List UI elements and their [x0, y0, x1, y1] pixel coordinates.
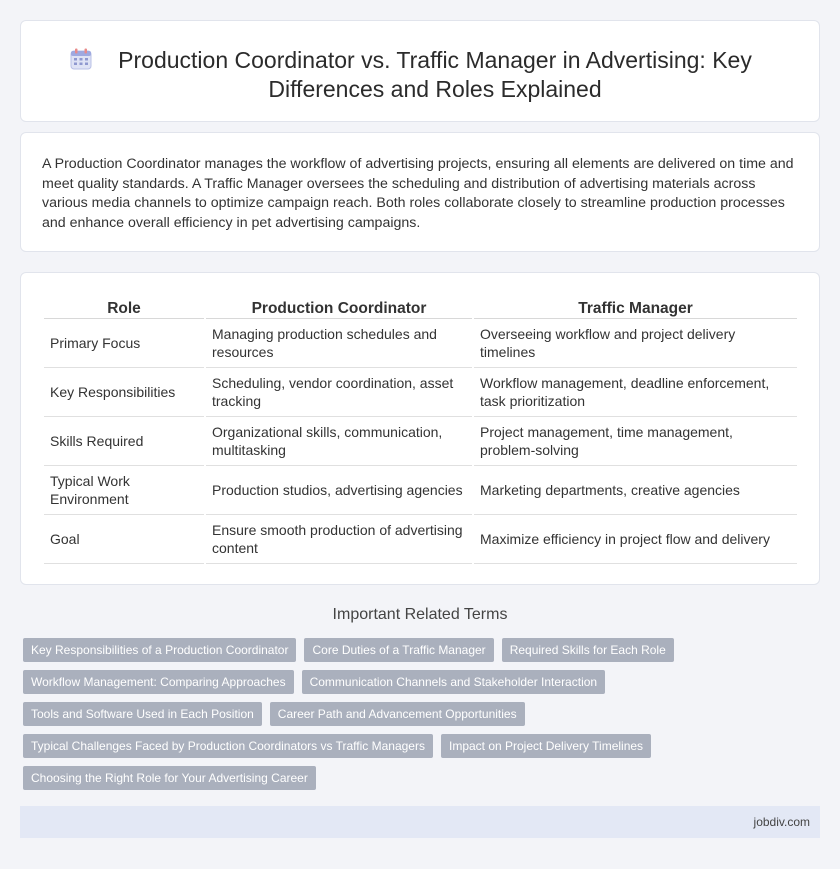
header-role: Role — [44, 295, 204, 319]
production-coordinator-cell: Organizational skills, communication, multitasking — [206, 417, 472, 466]
traffic-manager-cell: Marketing departments, creative agencies — [474, 466, 797, 515]
related-term-tag[interactable]: Impact on Project Delivery Timelines — [441, 734, 651, 758]
intro-text: A Production Coordinator manages the workflow of advertising projects, ensuring all elements are delivered on time and meet quality standards. A Traffic Manager oversees the scheduling and distribution of advertising materials across various media channels to optimize campaign reach. Both roles collaborate closely to streamline production processes and enhance overall efficiency in pet advertising campaigns. — [42, 156, 794, 231]
related-term-tag[interactable]: Tools and Software Used in Each Position — [23, 702, 262, 726]
related-term-tag[interactable]: Workflow Management: Comparing Approaches — [23, 670, 294, 694]
row-label: Goal — [44, 515, 204, 564]
production-coordinator-cell: Production studios, advertising agencies — [206, 466, 472, 515]
row-label: Primary Focus — [44, 319, 204, 368]
table-row — [44, 319, 797, 368]
related-term-tag[interactable]: Required Skills for Each Role — [502, 638, 674, 662]
footer-site-link[interactable]: jobdiv.com — [753, 815, 810, 829]
related-terms-title: Important Related Terms — [332, 606, 508, 623]
comparison-card — [20, 272, 820, 585]
traffic-manager-cell: Workflow management, deadline enforcement, task prioritization — [474, 368, 797, 417]
traffic-manager-cell: Overseeing workflow and project delivery timelines — [474, 319, 797, 368]
traffic-manager-cell: Maximize efficiency in project flow and delivery — [474, 515, 797, 564]
related-term-tag[interactable]: Choosing the Right Role for Your Advertising Career — [23, 766, 316, 790]
table-row — [44, 368, 797, 417]
page-title: Production Coordinator vs. Traffic Manager in Advertising: Key Differences and Roles Explained — [118, 47, 752, 102]
production-coordinator-cell: Scheduling, vendor coordination, asset tracking — [206, 368, 472, 417]
footer — [20, 806, 820, 838]
traffic-manager-cell: Project management, time management, problem-solving — [474, 417, 797, 466]
related-term-tag[interactable]: Communication Channels and Stakeholder Interaction — [302, 670, 606, 694]
intro-card — [20, 132, 820, 252]
header-traffic-manager: Traffic Manager — [474, 295, 797, 319]
related-term-tag[interactable]: Career Path and Advancement Opportunities — [270, 702, 525, 726]
row-label: Skills Required — [44, 417, 204, 466]
production-coordinator-cell: Managing production schedules and resources — [206, 319, 472, 368]
related-term-tag[interactable]: Core Duties of a Traffic Manager — [304, 638, 493, 662]
production-coordinator-cell: Ensure smooth production of advertising content — [206, 515, 472, 564]
row-label: Key Responsibilities — [44, 368, 204, 417]
header-production-coordinator: Production Coordinator — [206, 295, 472, 319]
table-header-row — [44, 295, 797, 319]
table-row — [44, 417, 797, 466]
comparison-table — [42, 295, 799, 564]
table-row — [44, 466, 797, 515]
related-term-tag[interactable]: Typical Challenges Faced by Production Coordinators vs Traffic Managers — [23, 734, 433, 758]
related-terms-list — [23, 638, 823, 798]
header-card — [20, 20, 820, 122]
related-term-tag[interactable]: Key Responsibilities of a Production Coordinator — [23, 638, 296, 662]
row-label: Typical Work Environment — [44, 466, 204, 515]
table-row — [44, 515, 797, 564]
